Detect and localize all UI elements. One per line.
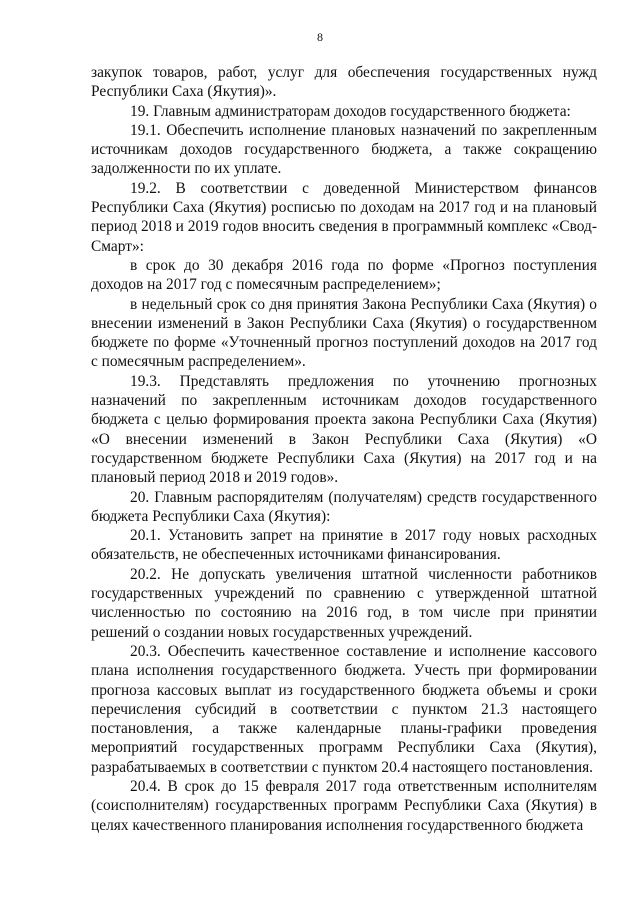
- paragraph-20-2: 20.2. Не допускать увеличения штатной численности работников государственных учреждений по сравнению с утвержденной штатной численностью по состоянию на 2016 год, в том числе при принятии решений о создании новых государственных учреждений.: [91, 565, 597, 641]
- paragraph-20: 20. Главным распорядителям (получателям) средств государственного бюджета Республики Саха (Якутия):: [91, 488, 597, 525]
- document-body: [91, 63, 597, 835]
- paragraph-continuation: закупок товаров, работ, услуг для обеспечения государственных нужд Республики Саха (Якутия)».: [91, 64, 597, 101]
- paragraph-20-4: 20.4. В срок до 15 февраля 2017 года ответственным исполнителям (соисполнителям) государственных программ Республики Саха (Якутия) в целях качественного планирования исполнения государственного бюджета: [91, 777, 597, 834]
- paragraph-19-2: 19.2. В соответствии с доведенной Министерством финансов Республики Саха (Якутия) росписью по доходам на 2017 год и на плановый период 2018 и 2019 годов вносить сведения в программный комплекс «Свод-Смарт»:: [91, 179, 597, 255]
- paragraph-20-3: 20.3. Обеспечить качественное составление и исполнение кассового плана исполнения государственного бюджета. Учесть при формировании прогноза кассовых выплат из государственного бюджета объемы и сроки перечисления субсидий в соответствии с пунктом 21.3 настоящего постановления, а также календарные планы-графики проведения мероприятий государственных программ Республики Саха (Якутия), разрабатываемых в соответствии с пунктом 20.4 настоящего постановления.: [91, 642, 597, 776]
- paragraph-19: 19. Главным администраторам доходов государственного бюджета:: [130, 102, 571, 120]
- paragraph-19-3: 19.3. Представлять предложения по уточнению прогнозных назначений по закрепленным источникам доходов государственного бюджета с целью формирования проекта закона Республики Саха (Якутия) «О внесении изменений в Закон Республики Саха (Якутия) «О государственном бюджете Республики Саха (Якутия) на 2017 год и на плановый период 2018 и 2019 годов».: [91, 372, 597, 487]
- paragraph-19-2-item-1: в срок до 30 декабря 2016 года по форме «Прогноз поступления доходов на 2017 год с помесячным распределением»;: [91, 256, 597, 294]
- paragraph-19-2-item-2: в недельный срок со дня принятия Закона Республики Саха (Якутия) о внесении изменений в Закон Республики Саха (Якутия) о государственном бюджете по форме «Уточненный прогноз поступлений доходов на 2017 год с помесячным распределением».: [91, 295, 597, 371]
- paragraph-19-1: 19.1. Обеспечить исполнение плановых назначений по закрепленным источникам доходов государственного бюджета, а также сокращению задолженности по их уплате.: [91, 121, 597, 178]
- page-number: 8: [317, 30, 323, 44]
- paragraph-20-1: 20.1. Установить запрет на принятие в 2017 году новых расходных обязательств, не обеспеченных источниками финансирования.: [91, 527, 597, 564]
